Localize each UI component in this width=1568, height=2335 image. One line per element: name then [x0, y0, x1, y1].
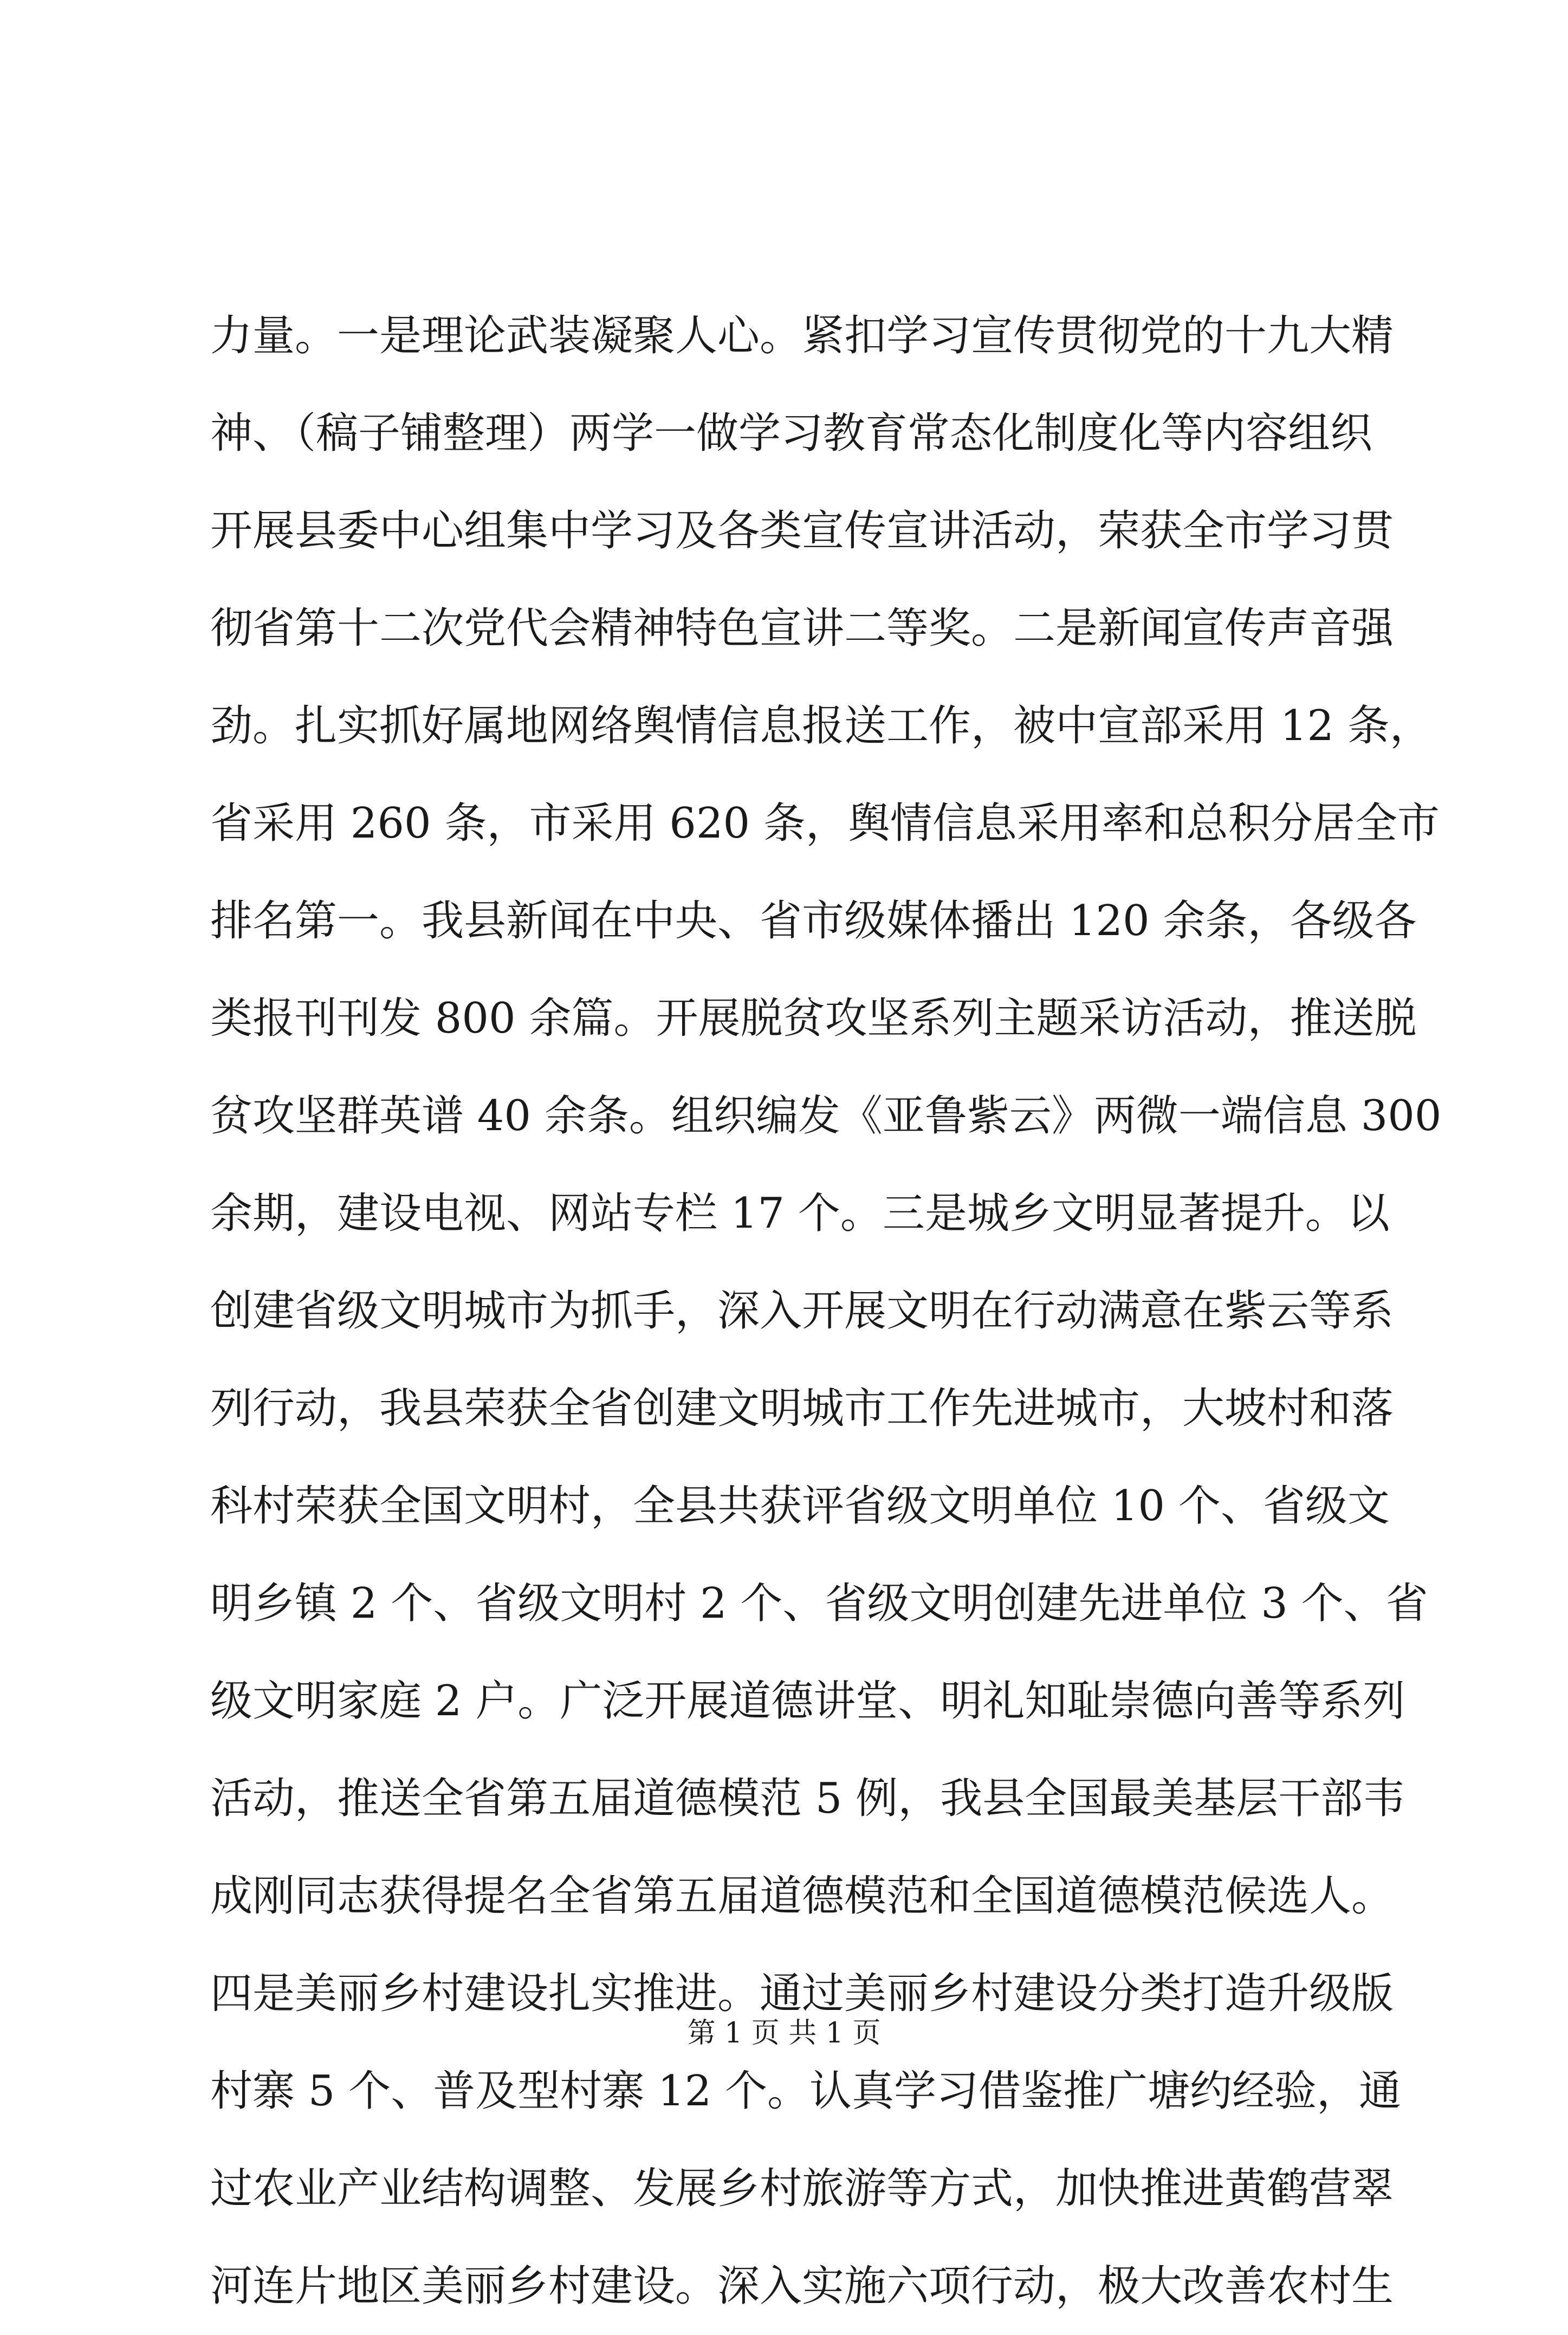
- text-line: 村寨 5 个、普及型村寨 12 个。认真学习借鉴推广塘约经验，通: [210, 2067, 1402, 2116]
- page-number-footer: 第 1 页 共 1 页: [687, 2017, 881, 2049]
- text-line: 列行动，我县荣获全省创建文明城市工作先进城市，大坡村和落: [210, 1384, 1394, 1433]
- text-line: 四是美丽乡村建设扎实推进。通过美丽乡村建设分类打造升级版: [210, 1969, 1394, 2018]
- text-line: 类报刊刊发 800 余篇。开展脱贫攻坚系列主题采访活动，推送脱: [210, 994, 1417, 1043]
- text-line: 开展县委中心组集中学习及各类宣传宣讲活动，荣获全市学习贯: [210, 507, 1394, 555]
- text-line: 明乡镇 2 个、省级文明村 2 个、省级文明创建先进单位 3 个、省: [210, 1579, 1428, 1628]
- text-line: 省采用 260 条，市采用 620 条，舆情信息采用率和总积分居全市: [210, 799, 1440, 848]
- text-line: 成刚同志获得提名全省第五届道德模范和全国道德模范候选人。: [210, 1872, 1394, 1921]
- text-line: 活动，推送全省第五届道德模范 5 例，我县全国最美基层干部韦: [210, 1774, 1405, 1823]
- text-line: 余期，建设电视、网站专栏 17 个。三是城乡文明显著提升。以: [210, 1189, 1390, 1238]
- text-line: 力量。一是理论武装凝聚人心。紧扣学习宣传贯彻党的十九大精: [210, 312, 1394, 360]
- text-line: 贫攻坚群英谱 40 余条。组织编发《亚鲁紫云》两微一端信息 300: [210, 1092, 1442, 1140]
- text-line: 过农业产业结构调整、发展乡村旅游等方式，加快推进黄鹤营翠: [210, 2164, 1394, 2213]
- text-line: 彻省第十二次党代会精神特色宣讲二等奖。二是新闻宣传声音强: [210, 604, 1394, 653]
- text-line: 河连片地区美丽乡村建设。深入实施六项行动，极大改善农村生: [210, 2262, 1394, 2311]
- text-line: 创建省级文明城市为抓手，深入开展文明在行动满意在紫云等系: [210, 1287, 1394, 1335]
- text-line: 级文明家庭 2 户。广泛开展道德讲堂、明礼知耻崇德向善等系列: [210, 1677, 1405, 1726]
- text-line: 科村荣获全国文明村，全县共获评省级文明单位 10 个、省级文: [210, 1482, 1390, 1530]
- text-line: 神、（稿子铺整理）两学一做学习教育常态化制度化等内容组织: [210, 409, 1373, 458]
- text-line: 劲。扎实抓好属地网络舆情信息报送工作，被中宣部采用 12 条，: [210, 702, 1432, 750]
- text-line: 排名第一。我县新闻在中央、省市级媒体播出 120 余条，各级各: [210, 897, 1417, 945]
